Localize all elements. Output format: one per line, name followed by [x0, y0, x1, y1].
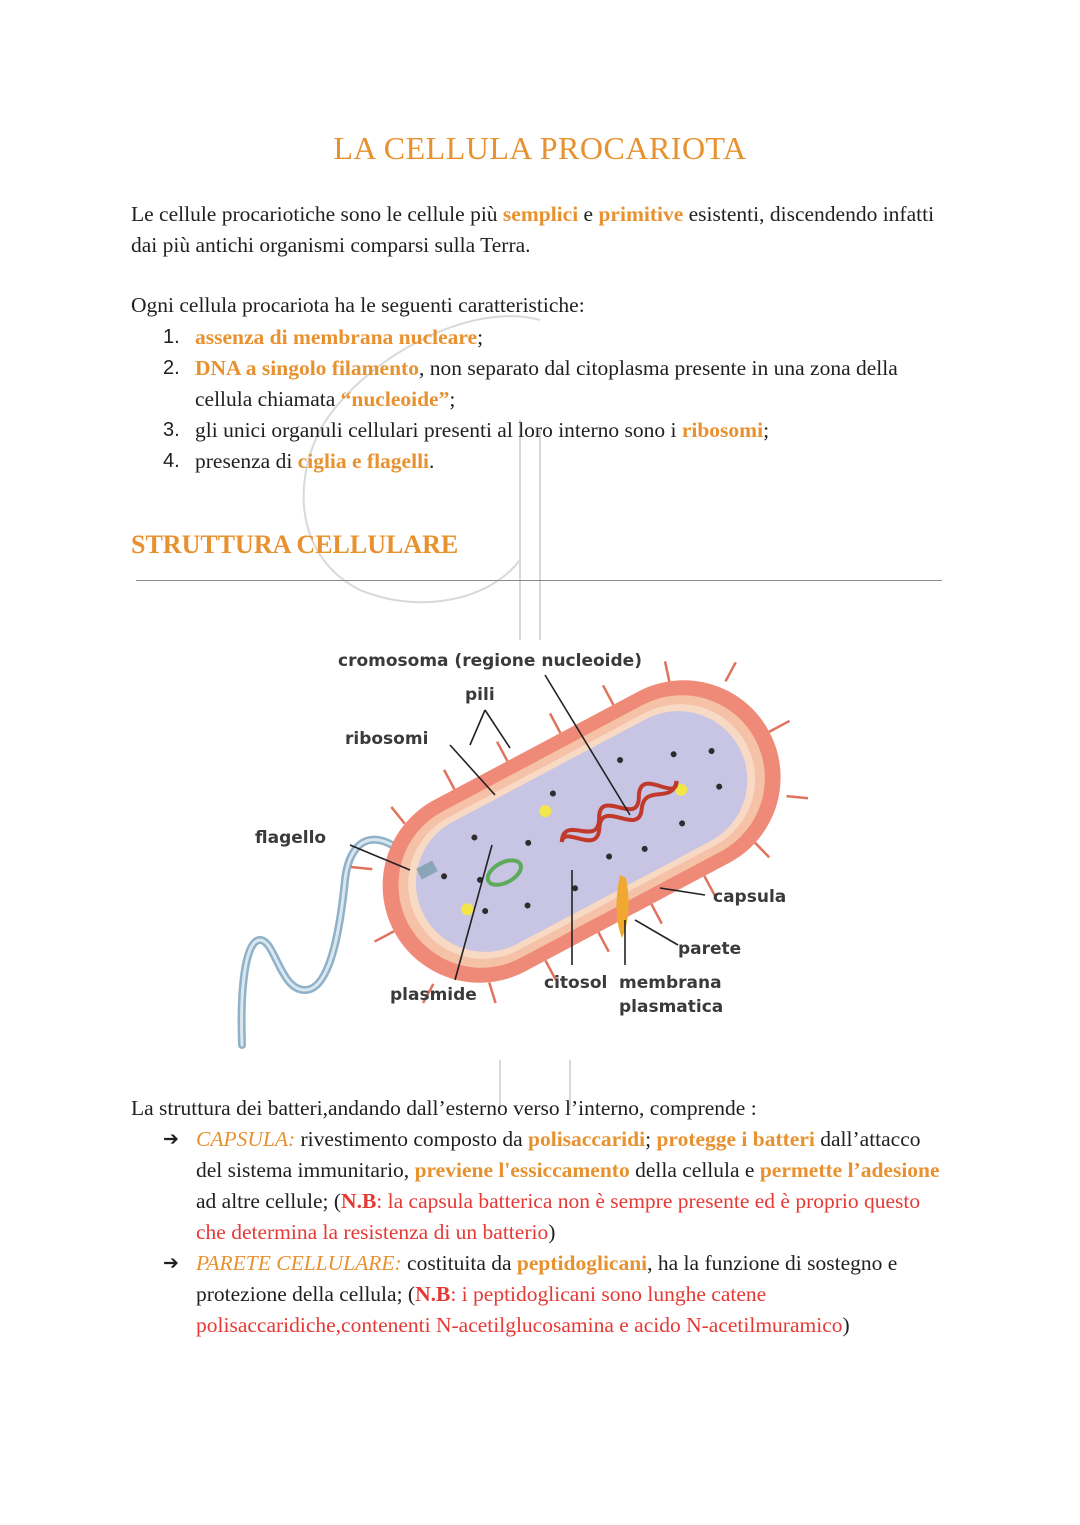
- label-plasmide: plasmide: [390, 985, 477, 1005]
- label-membrana: membrana: [619, 973, 722, 993]
- page-title: LA CELLULA PROCARIOTA: [333, 130, 747, 166]
- divider: [136, 580, 942, 581]
- list-item: 4. presenza di ciglia e flagelli.: [163, 449, 435, 473]
- label-parete: parete: [678, 939, 742, 959]
- keyword-primitive: primitive: [598, 202, 684, 226]
- list-item-parete: ➔ PARETE CELLULARE: costituita da peptidoglicani, ha la funzione di sostegno e protezione della cellula; (N.B: i peptidoglicani sono lunghe catene polisaccaridiche,contenenti N-acetilglucosamina e acido N-acetilmuramico): [163, 1251, 898, 1337]
- intro-paragraph: Le cellule procariotiche sono le cellule più semplici e primitive esistenti, discendendo infatti dai più antichi organismi comparsi sulla Terra.: [131, 202, 935, 257]
- label-cromosoma: cromosoma (regione nucleoide): [338, 651, 642, 671]
- features-list: [131, 322, 931, 477]
- label-flagello: flagello: [255, 828, 327, 848]
- label-plasmatica: plasmatica: [619, 997, 724, 1017]
- list-item: 1. assenza di membrana nucleare;: [163, 325, 484, 349]
- list-item-capsula: ➔ CAPSULA: rivestimento composto da polisaccaridi; protegge i batteri dall’attacco del sistema immunitario, previene l'essiccamento della cellula e permette l’adesione ad altre cellule; (N.B: la capsula batterica non è sempre presente ed è proprio questo che determina la resistenza di un batterio): [163, 1127, 940, 1244]
- list-item: 2. DNA a singolo filamento, non separato dal citoplasma presente in una zona della cellula chiamata “nucleoide”;: [163, 356, 898, 411]
- label-ribosomi: ribosomi: [345, 729, 429, 749]
- features-intro: Ogni cellula procariota ha le seguenti caratteristiche:: [131, 293, 585, 317]
- label-capsula: capsula: [713, 887, 787, 907]
- structure-list: [131, 1124, 951, 1341]
- keyword-semplici: semplici: [502, 202, 579, 226]
- list-item: 3. gli unici organuli cellulari presenti al loro interno sono i ribosomi;: [163, 418, 770, 442]
- label-pili: pili: [465, 685, 495, 705]
- section-title: STRUTTURA CELLULARE: [131, 530, 459, 559]
- bacterium-diagram: [230, 620, 820, 1060]
- structure-intro: La struttura dei batteri,andando dall’esterno verso l’interno, comprende :: [131, 1096, 757, 1120]
- label-citosol: citosol: [544, 973, 608, 993]
